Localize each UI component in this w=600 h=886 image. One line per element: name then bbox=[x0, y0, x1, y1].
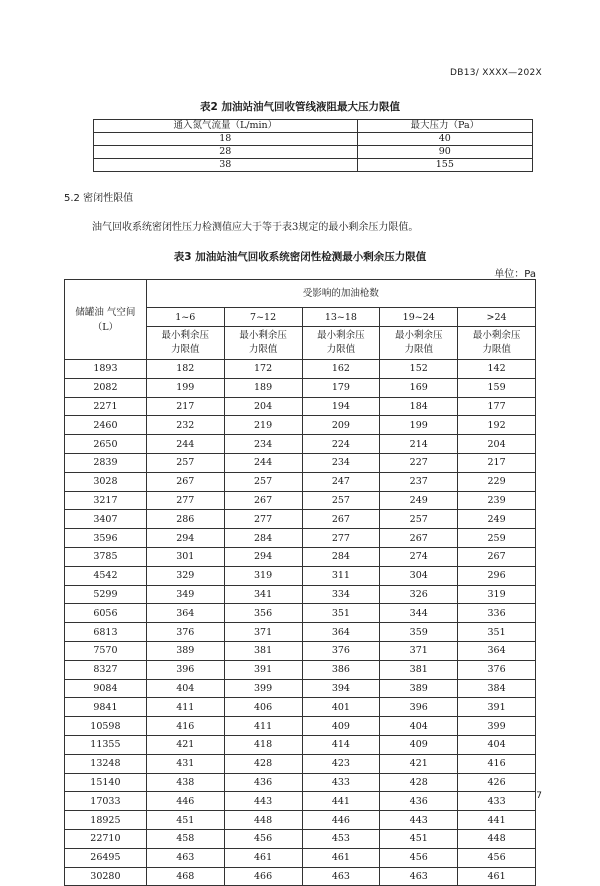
table3-pressure-cell: 416 bbox=[458, 754, 536, 773]
table3-volume-cell: 2082 bbox=[65, 378, 147, 397]
table3-row bbox=[65, 773, 536, 792]
table3-pressure-cell: 237 bbox=[380, 472, 458, 491]
table3-pressure-cell: 436 bbox=[380, 792, 458, 811]
table3-pressure-cell: 184 bbox=[380, 397, 458, 416]
table3-pressure-cell: 376 bbox=[458, 660, 536, 679]
table3-pressure-cell: 396 bbox=[146, 660, 224, 679]
page-number: 7 bbox=[536, 791, 542, 801]
table3-row bbox=[65, 848, 536, 867]
table3-pressure-cell: 421 bbox=[380, 754, 458, 773]
table2-row bbox=[94, 159, 533, 172]
table3-row bbox=[65, 378, 536, 397]
table3-pressure-cell: 456 bbox=[458, 848, 536, 867]
table3-pressure-cell: 267 bbox=[458, 547, 536, 566]
table2-row bbox=[94, 146, 533, 159]
table3-pressure-cell: 341 bbox=[224, 585, 302, 604]
table3-pressure-cell: 301 bbox=[146, 547, 224, 566]
table3-pressure-cell: 224 bbox=[302, 435, 380, 454]
table3-pressure-cell: 334 bbox=[302, 585, 380, 604]
table3-pressure-cell: 381 bbox=[224, 641, 302, 660]
table2-row bbox=[94, 133, 533, 146]
table3-pressure-cell: 394 bbox=[302, 679, 380, 698]
table3-pressure-cell: 456 bbox=[380, 848, 458, 867]
table3-pressure-cell: 194 bbox=[302, 397, 380, 416]
table3-subheader: 最小剩余压力限值 bbox=[458, 327, 536, 360]
table2-caption: 表2 加油站油气回收管线液阻最大压力限值 bbox=[200, 101, 400, 113]
table3-pressure-cell: 396 bbox=[380, 698, 458, 717]
table3-pressure-cell: 294 bbox=[224, 547, 302, 566]
table3-volume-cell: 18925 bbox=[65, 811, 147, 830]
table3-header-row-1 bbox=[65, 280, 536, 308]
table3-pressure-cell: 199 bbox=[146, 378, 224, 397]
table3-pressure-cell: 371 bbox=[224, 623, 302, 642]
table3-pressure-cell: 294 bbox=[146, 529, 224, 548]
table3-volume-cell: 7570 bbox=[65, 641, 147, 660]
table3-volume-cell: 5299 bbox=[65, 585, 147, 604]
table2-cell: 38 bbox=[94, 159, 358, 172]
table3-pressure-cell: 239 bbox=[458, 491, 536, 510]
table3-row bbox=[65, 735, 536, 754]
table3-pressure-cell: 152 bbox=[380, 360, 458, 379]
table3-volume-cell: 2460 bbox=[65, 416, 147, 435]
table3 bbox=[64, 279, 536, 886]
table3-pressure-cell: 267 bbox=[380, 529, 458, 548]
table3-pressure-cell: 189 bbox=[224, 378, 302, 397]
table3-pressure-cell: 267 bbox=[224, 491, 302, 510]
table3-caption: 表3 加油站油气回收系统密闭性检测最小剩余压力限值 bbox=[173, 251, 427, 263]
table3-volume-cell: 2839 bbox=[65, 453, 147, 472]
table3-row bbox=[65, 641, 536, 660]
table3-pressure-cell: 172 bbox=[224, 360, 302, 379]
table3-row bbox=[65, 792, 536, 811]
table3-pressure-cell: 409 bbox=[380, 735, 458, 754]
table3-row bbox=[65, 811, 536, 830]
table3-pressure-cell: 404 bbox=[458, 735, 536, 754]
table3-pressure-cell: 428 bbox=[224, 754, 302, 773]
table3-pressure-cell: 391 bbox=[224, 660, 302, 679]
table3-pressure-cell: 319 bbox=[224, 566, 302, 585]
table3-pressure-cell: 451 bbox=[380, 829, 458, 848]
table3-pressure-cell: 391 bbox=[458, 698, 536, 717]
table3-pressure-cell: 277 bbox=[146, 491, 224, 510]
table2 bbox=[93, 119, 533, 172]
table3-pressure-cell: 364 bbox=[458, 641, 536, 660]
table2-cell: 90 bbox=[357, 146, 532, 159]
table3-row bbox=[65, 547, 536, 566]
table3-row bbox=[65, 566, 536, 585]
table3-volume-cell: 11355 bbox=[65, 735, 147, 754]
table3-pressure-cell: 234 bbox=[302, 453, 380, 472]
table3-pressure-cell: 461 bbox=[302, 848, 380, 867]
table3-pressure-cell: 344 bbox=[380, 604, 458, 623]
table3-subheader: 最小剩余压力限值 bbox=[302, 327, 380, 360]
table3-pressure-cell: 404 bbox=[380, 717, 458, 736]
table3-pressure-cell: 349 bbox=[146, 585, 224, 604]
table3-pressure-cell: 274 bbox=[380, 547, 458, 566]
table3-pressure-cell: 376 bbox=[146, 623, 224, 642]
table3-pressure-cell: 441 bbox=[458, 811, 536, 830]
table3-pressure-cell: 286 bbox=[146, 510, 224, 529]
table3-column-header: 1~6 bbox=[146, 308, 224, 327]
table3-pressure-cell: 463 bbox=[302, 867, 380, 886]
table3-pressure-cell: 227 bbox=[380, 453, 458, 472]
table3-pressure-cell: 463 bbox=[380, 867, 458, 886]
table3-volume-cell: 10598 bbox=[65, 717, 147, 736]
table3-pressure-cell: 229 bbox=[458, 472, 536, 491]
table3-volume-cell: 3028 bbox=[65, 472, 147, 491]
table3-pressure-cell: 399 bbox=[224, 679, 302, 698]
table3-pressure-cell: 438 bbox=[146, 773, 224, 792]
table3-pressure-cell: 364 bbox=[146, 604, 224, 623]
table3-pressure-cell: 217 bbox=[146, 397, 224, 416]
table3-pressure-cell: 284 bbox=[302, 547, 380, 566]
table3-pressure-cell: 162 bbox=[302, 360, 380, 379]
table3-pressure-cell: 411 bbox=[146, 698, 224, 717]
table3-pressure-cell: 426 bbox=[458, 773, 536, 792]
table3-row bbox=[65, 491, 536, 510]
table3-pressure-cell: 177 bbox=[458, 397, 536, 416]
table3-pressure-cell: 421 bbox=[146, 735, 224, 754]
table3-row bbox=[65, 397, 536, 416]
table3-pressure-cell: 401 bbox=[302, 698, 380, 717]
table3-pressure-cell: 461 bbox=[224, 848, 302, 867]
table3-row bbox=[65, 679, 536, 698]
table3-row bbox=[65, 585, 536, 604]
table3-volume-cell: 9084 bbox=[65, 679, 147, 698]
table3-pressure-cell: 192 bbox=[458, 416, 536, 435]
table3-pressure-cell: 247 bbox=[302, 472, 380, 491]
table3-column-header: 13~18 bbox=[302, 308, 380, 327]
table3-pressure-cell: 441 bbox=[302, 792, 380, 811]
table3-pressure-cell: 329 bbox=[146, 566, 224, 585]
table3-pressure-cell: 336 bbox=[458, 604, 536, 623]
table3-pressure-cell: 159 bbox=[458, 378, 536, 397]
table3-pressure-cell: 433 bbox=[302, 773, 380, 792]
table3-row bbox=[65, 529, 536, 548]
table3-row bbox=[65, 698, 536, 717]
table3-unit: 单位：Pa bbox=[494, 269, 536, 280]
table3-pressure-cell: 257 bbox=[146, 453, 224, 472]
table3-pressure-cell: 356 bbox=[224, 604, 302, 623]
table3-pressure-cell: 389 bbox=[380, 679, 458, 698]
table3-pressure-cell: 244 bbox=[224, 453, 302, 472]
table3-volume-cell: 2650 bbox=[65, 435, 147, 454]
table3-volume-cell: 17033 bbox=[65, 792, 147, 811]
table3-pressure-cell: 411 bbox=[224, 717, 302, 736]
table3-pressure-cell: 414 bbox=[302, 735, 380, 754]
table2-header-row bbox=[94, 120, 533, 133]
table3-pressure-cell: 296 bbox=[458, 566, 536, 585]
table3-pressure-cell: 351 bbox=[302, 604, 380, 623]
table3-column-header: 7~12 bbox=[224, 308, 302, 327]
table3-pressure-cell: 404 bbox=[146, 679, 224, 698]
table3-pressure-cell: 458 bbox=[146, 829, 224, 848]
table3-pressure-cell: 244 bbox=[146, 435, 224, 454]
table3-volume-cell: 1893 bbox=[65, 360, 147, 379]
table3-pressure-cell: 326 bbox=[380, 585, 458, 604]
table3-pressure-cell: 277 bbox=[224, 510, 302, 529]
table2-header-pressure: 最大压力（Pa） bbox=[357, 120, 532, 133]
table3-pressure-cell: 433 bbox=[458, 792, 536, 811]
table3-row bbox=[65, 435, 536, 454]
table3-pressure-cell: 359 bbox=[380, 623, 458, 642]
table3-pressure-cell: 257 bbox=[224, 472, 302, 491]
table3-pressure-cell: 399 bbox=[458, 717, 536, 736]
table3-pressure-cell: 234 bbox=[224, 435, 302, 454]
table3-row bbox=[65, 829, 536, 848]
table3-pressure-cell: 451 bbox=[146, 811, 224, 830]
table3-row bbox=[65, 754, 536, 773]
table3-pressure-cell: 371 bbox=[380, 641, 458, 660]
table2-cell: 18 bbox=[94, 133, 358, 146]
table3-pressure-cell: 423 bbox=[302, 754, 380, 773]
table3-column-header: >24 bbox=[458, 308, 536, 327]
table3-pressure-cell: 453 bbox=[302, 829, 380, 848]
table3-subheader: 最小剩余压力限值 bbox=[224, 327, 302, 360]
table3-pressure-cell: 319 bbox=[458, 585, 536, 604]
table3-pressure-cell: 204 bbox=[224, 397, 302, 416]
table3-pressure-cell: 199 bbox=[380, 416, 458, 435]
table3-row-header: 储罐油 气空间（L） bbox=[65, 280, 147, 360]
table3-row bbox=[65, 453, 536, 472]
table3-pressure-cell: 232 bbox=[146, 416, 224, 435]
table2-cell: 155 bbox=[357, 159, 532, 172]
table3-pressure-cell: 384 bbox=[458, 679, 536, 698]
table3-pressure-cell: 214 bbox=[380, 435, 458, 454]
table3-pressure-cell: 463 bbox=[146, 848, 224, 867]
table3-pressure-cell: 267 bbox=[302, 510, 380, 529]
table3-row bbox=[65, 867, 536, 886]
table3-pressure-cell: 351 bbox=[458, 623, 536, 642]
table3-pressure-cell: 466 bbox=[224, 867, 302, 886]
table3-pressure-cell: 142 bbox=[458, 360, 536, 379]
table3-volume-cell: 9841 bbox=[65, 698, 147, 717]
table2-cell: 40 bbox=[357, 133, 532, 146]
table3-pressure-cell: 416 bbox=[146, 717, 224, 736]
table3-pressure-cell: 364 bbox=[302, 623, 380, 642]
table3-pressure-cell: 259 bbox=[458, 529, 536, 548]
document-id: DB13/ XXXX—202X bbox=[450, 68, 542, 78]
table3-pressure-cell: 267 bbox=[146, 472, 224, 491]
table3-volume-cell: 26495 bbox=[65, 848, 147, 867]
table3-pressure-cell: 428 bbox=[380, 773, 458, 792]
table3-pressure-cell: 277 bbox=[302, 529, 380, 548]
table3-pressure-cell: 406 bbox=[224, 698, 302, 717]
table3-pressure-cell: 443 bbox=[224, 792, 302, 811]
table3-volume-cell: 6813 bbox=[65, 623, 147, 642]
table3-pressure-cell: 204 bbox=[458, 435, 536, 454]
table3-row bbox=[65, 510, 536, 529]
table3-subheader: 最小剩余压力限值 bbox=[146, 327, 224, 360]
table3-subheader: 最小剩余压力限值 bbox=[380, 327, 458, 360]
table3-row bbox=[65, 660, 536, 679]
table3-pressure-cell: 386 bbox=[302, 660, 380, 679]
table3-pressure-cell: 257 bbox=[380, 510, 458, 529]
table3-pressure-cell: 461 bbox=[458, 867, 536, 886]
table3-row bbox=[65, 604, 536, 623]
table3-pressure-cell: 389 bbox=[146, 641, 224, 660]
table2-cell: 28 bbox=[94, 146, 358, 159]
table3-volume-cell: 3217 bbox=[65, 491, 147, 510]
table3-row bbox=[65, 360, 536, 379]
table3-pressure-cell: 249 bbox=[458, 510, 536, 529]
table3-pressure-cell: 468 bbox=[146, 867, 224, 886]
table3-pressure-cell: 169 bbox=[380, 378, 458, 397]
table3-volume-cell: 3596 bbox=[65, 529, 147, 548]
table3-pressure-cell: 381 bbox=[380, 660, 458, 679]
table3-group-header: 受影响的加油枪数 bbox=[146, 280, 535, 308]
table3-pressure-cell: 448 bbox=[458, 829, 536, 848]
table3-pressure-cell: 179 bbox=[302, 378, 380, 397]
table3-volume-cell: 3785 bbox=[65, 547, 147, 566]
table3-row bbox=[65, 623, 536, 642]
table3-pressure-cell: 436 bbox=[224, 773, 302, 792]
table3-pressure-cell: 284 bbox=[224, 529, 302, 548]
table3-pressure-cell: 217 bbox=[458, 453, 536, 472]
table3-volume-cell: 8327 bbox=[65, 660, 147, 679]
table3-pressure-cell: 456 bbox=[224, 829, 302, 848]
table3-volume-cell: 15140 bbox=[65, 773, 147, 792]
table3-pressure-cell: 209 bbox=[302, 416, 380, 435]
table3-volume-cell: 13248 bbox=[65, 754, 147, 773]
table3-pressure-cell: 219 bbox=[224, 416, 302, 435]
table3-pressure-cell: 376 bbox=[302, 641, 380, 660]
table3-pressure-cell: 409 bbox=[302, 717, 380, 736]
table3-volume-cell: 2271 bbox=[65, 397, 147, 416]
table3-volume-cell: 3407 bbox=[65, 510, 147, 529]
table3-volume-cell: 30280 bbox=[65, 867, 147, 886]
table3-column-header: 19~24 bbox=[380, 308, 458, 327]
table3-row bbox=[65, 416, 536, 435]
table3-volume-cell: 6056 bbox=[65, 604, 147, 623]
table3-volume-cell: 4542 bbox=[65, 566, 147, 585]
table3-pressure-cell: 443 bbox=[380, 811, 458, 830]
table3-pressure-cell: 182 bbox=[146, 360, 224, 379]
table3-pressure-cell: 311 bbox=[302, 566, 380, 585]
body-paragraph: 油气回收系统密闭性压力检测值应大于等于表3规定的最小剩余压力限值。 bbox=[92, 222, 419, 233]
table3-pressure-cell: 418 bbox=[224, 735, 302, 754]
table2-header-flow: 通入氮气流量（L/min） bbox=[94, 120, 358, 133]
table3-pressure-cell: 431 bbox=[146, 754, 224, 773]
table3-row bbox=[65, 717, 536, 736]
table3-pressure-cell: 257 bbox=[302, 491, 380, 510]
table3-row bbox=[65, 472, 536, 491]
table3-pressure-cell: 304 bbox=[380, 566, 458, 585]
table3-pressure-cell: 446 bbox=[146, 792, 224, 811]
table3-pressure-cell: 249 bbox=[380, 491, 458, 510]
table3-volume-cell: 22710 bbox=[65, 829, 147, 848]
table3-pressure-cell: 446 bbox=[302, 811, 380, 830]
table3-pressure-cell: 448 bbox=[224, 811, 302, 830]
section-title: 5.2 密闭性限值 bbox=[64, 193, 134, 204]
